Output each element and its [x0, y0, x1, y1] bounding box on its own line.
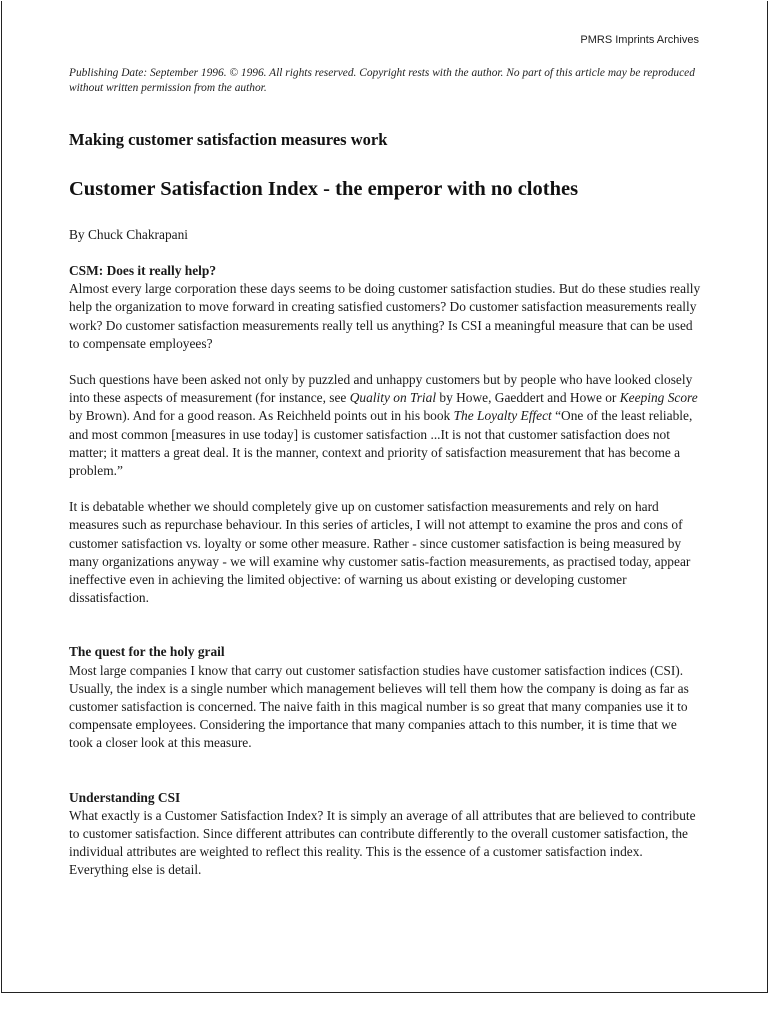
text-span: by Brown). And for a good reason. As Reichheld points out in his book: [69, 408, 454, 424]
paragraph-csm-questions: [69, 371, 701, 480]
text-span: Such questions have been asked not only by puzzled and unhappy customers but by people who have looked closely into these aspects of measurement (for instance, see: [69, 372, 693, 406]
paragraph-csm-intro: Almost every large corporation these days seems to be doing customer satisfaction studies. But do these studies really help the organization to move forward in creating satisfied customers? Do customer satisfaction measurements really work? Do customer satisfaction measurements really tell us anything? Is CSI a meaningful measure that can be used to compensate employees?: [69, 281, 701, 351]
book-title-quality-on-trial: Quality on Trial: [349, 390, 437, 406]
text-span: by Howe, Gaeddert and Howe or: [436, 390, 620, 406]
section-heading-holy-grail: The quest for the holy grail: [69, 644, 225, 660]
paragraph-understanding-csi: What exactly is a Customer Satisfaction Index? It is simply an average of all attributes that are believed to contribute to customer satisfaction. Since different attributes can contribute differently to the overall customer satisfaction, the individual attributes are weighted to reflect this reality. This is the essence of a customer satisfaction index. Everything else is detail.: [69, 807, 696, 878]
text-span: “One of the least reliable, and most common [measures in use today] is customer satisfaction ...It is not that customer satisfaction does not matter; it matters a great deal. It is the manner, context and priority of satisfaction measurement that has become a problem.”: [69, 408, 693, 479]
book-title-loyalty-effect: The Loyalty Effect: [453, 408, 552, 424]
section-heading-understanding-csi: Understanding CSI: [69, 789, 181, 805]
paragraph-holy-grail: Most large companies I know that carry out customer satisfaction studies have customer satisfaction indices (CSI). Usually, the index is a single number which management believes will tell them how the company is doing as far as customer satisfaction is concerned. The naive faith in this magical number is so great that many companies use it to compensate employees. Considering the importance that many companies attach to this number, it is time that we took a closer look at this measure.: [69, 662, 689, 751]
series-title: Making customer satisfaction measures work: [69, 130, 388, 149]
article-body: [69, 262, 701, 880]
article-title: Customer Satisfaction Index - the emperor with no clothes: [69, 178, 579, 200]
paragraph-csm-debate: It is debatable whether we should completely give up on customer satisfaction measurements and rely on hard measures such as repurchase behaviour. In this series of articles, I will not attempt to examine the pros and cons of customer satisfaction vs. loyalty or some other measure. Rather - since customer satisfaction is being measured by many organizations anyway - we will examine why customer satis-faction measurements, as practised today, appear ineffective even in achieving the limited objective: of warning us about existing or developing customer dissatisfaction.: [69, 499, 691, 606]
byline: By Chuck Chakrapani: [69, 227, 189, 242]
book-title-keeping-score: Keeping Score: [619, 390, 698, 406]
publishing-notice: Publishing Date: September 1996. © 1996. All rights reserved. Copyright rests with the author. No part of this article may be reproduced without written permission from the author.: [69, 67, 695, 94]
section-heading-csm: CSM: Does it really help?: [69, 263, 217, 278]
archive-label: PMRS Imprints Archives: [580, 34, 699, 46]
